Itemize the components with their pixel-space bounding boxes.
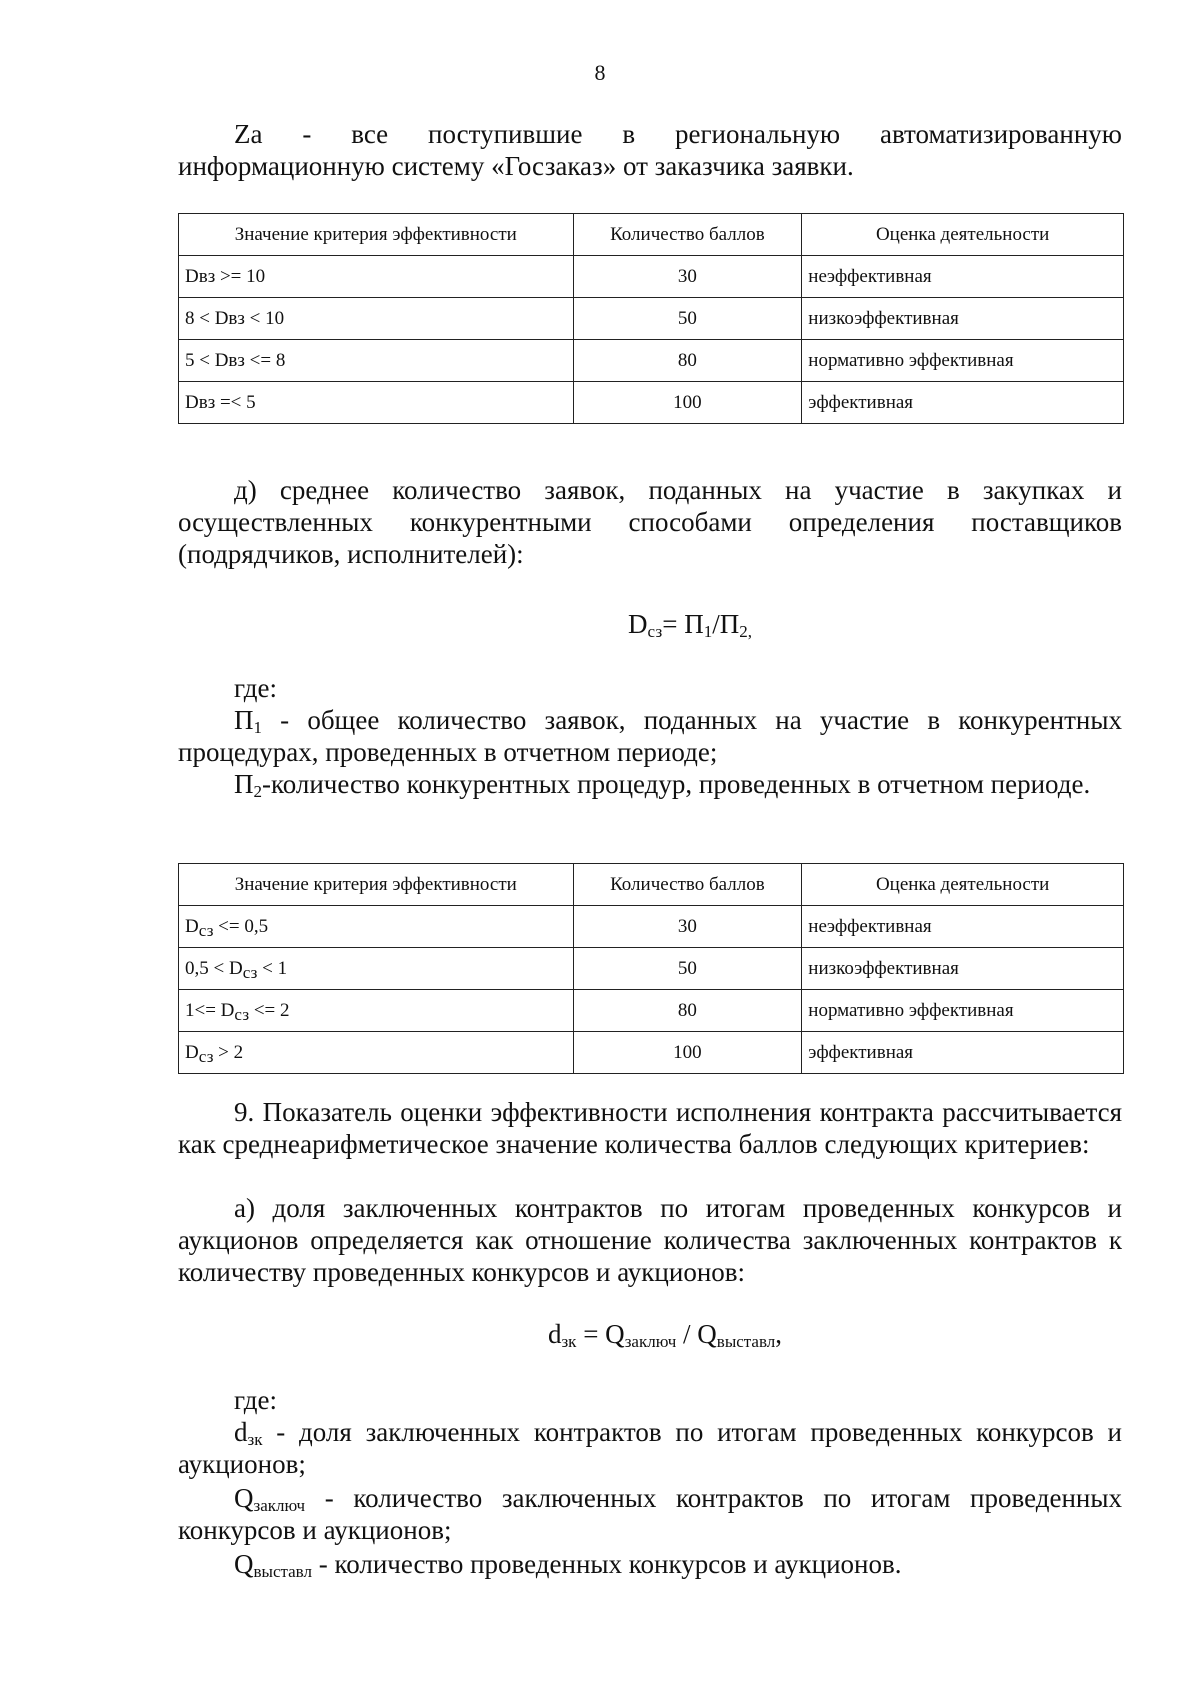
table-row: $D_{сз} <= 0,5$ 30 неэффективная [179,906,1124,948]
table-header-row [179,214,1124,256]
table-row: $0,5 < D_{сз} < 1$ 50 низкоэффективная [179,948,1124,990]
table-row: $1<= D_{сз} <= 2$ 80 нормативно эффективная [179,990,1124,1032]
intro-line-1: Za - все поступившие в региональную автоматизированную [234,119,1122,149]
section-d-where: где: [234,673,277,703]
criteria-table-1 [178,213,1124,424]
table-row: 8 < Dвз < 10 50 низкоэффективная [179,298,1124,340]
table-header-row [179,864,1124,906]
section-d-def-2: $П_2$-количество конкурентных процедур, проведенных в отчетном периоде. [234,769,1091,801]
header-rating: Оценка деятельности [802,864,1124,906]
section-9-def-1: $d_{зк}$ - доля заключенных контрактов по итогам проведенных конкурсов и аукционов; [178,1417,1122,1479]
header-criterion: Значение критерия эффективности [179,214,574,256]
formula-dsz: $D_{сз}= П_1/П_{2,}$ [628,609,752,641]
section-9-def-3: $Q_{выставл}$ - количество проведенных конкурсов и аукционов. [234,1549,902,1581]
intro-line-2: информационную систему «Госзаказ» от заказчика заявки. [178,151,854,181]
section-d-def-1: $П_1$ - общее количество заявок, поданных на участие в конкурентных процедурах, проведенных в отчетном периоде; [178,705,1122,767]
header-points: Количество баллов [573,864,802,906]
table-row: 5 < Dвз <= 8 80 нормативно эффективная [179,340,1124,382]
table-row: $D_{сз} > 2$ 100 эффективная [179,1032,1124,1074]
section-d-paragraph: д) среднее количество заявок, поданных на участие в закупках и осуществленных конкурентными способами определения поставщиков (подрядчиков, исполнителей): [178,475,1122,569]
page-number: 8 [594,60,606,85]
criteria-table-2 [178,863,1124,1074]
intro-paragraph [178,118,1122,182]
header-rating: Оценка деятельности [802,214,1124,256]
header-criterion: Значение критерия эффективности [179,864,574,906]
header-points: Количество баллов [573,214,802,256]
table-row: Dвз >= 10 30 неэффективная [179,256,1124,298]
section-9a-paragraph: а) доля заключенных контрактов по итогам проведенных конкурсов и аукционов определяется как отношение количества заключенных контрактов к количеству проведенных конкурсов и аукционов: [178,1193,1122,1287]
formula-dzk: $d_{зк} = Q_{заключ} / Q_{выставл}$, [547,1319,783,1351]
section-9-paragraph: 9. Показатель оценки эффективности исполнения контракта рассчитывается как среднеарифметическое значение количества баллов следующих критериев: [178,1097,1122,1159]
table-row: Dвз =< 5 100 эффективная [179,382,1124,424]
section-9-def-2: $Q_{заключ}$ - количество заключенных контрактов по итогам проведенных конкурсов и аукционов; [178,1483,1122,1545]
section-9-where: где: [234,1385,277,1415]
